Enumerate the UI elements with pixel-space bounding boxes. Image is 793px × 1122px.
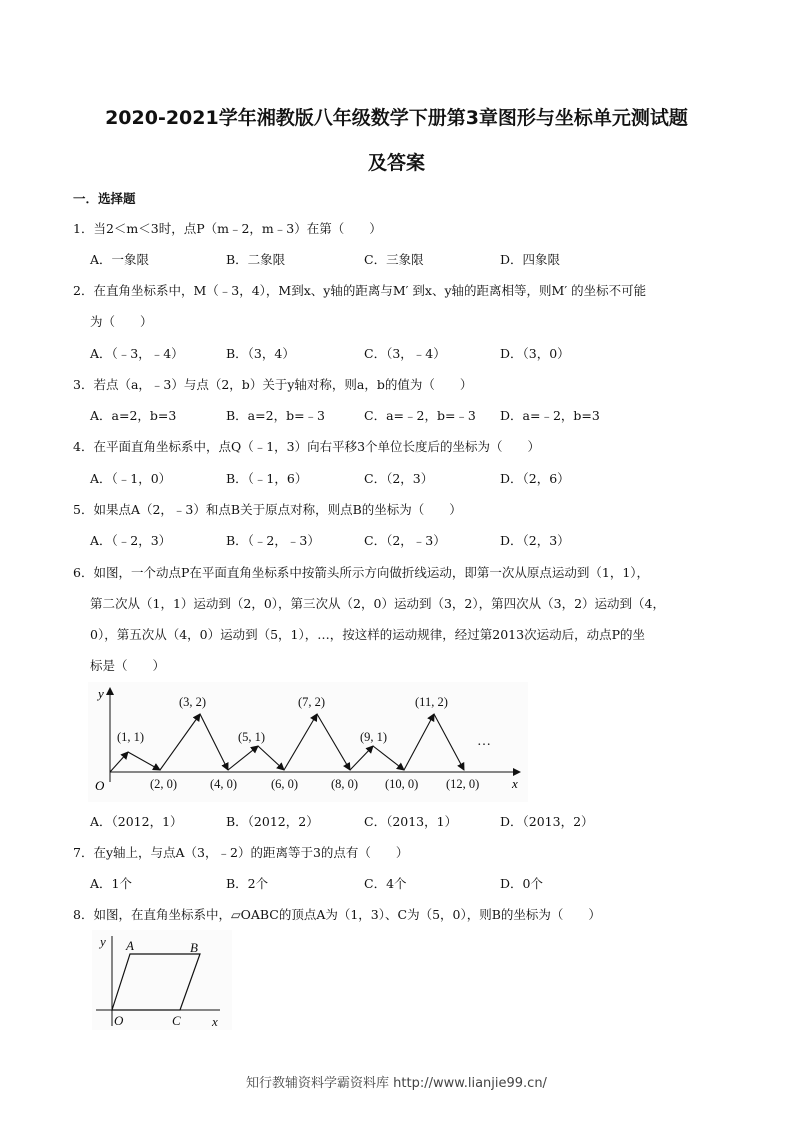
point-label-3-2: (3, 2)	[179, 695, 207, 709]
footer-watermark: 知行教辅资料学霸资料库 http://www.lianjie99.cn/	[246, 1076, 547, 1091]
q3-option-b: B．a=2，b=﹣3	[226, 408, 325, 423]
q7-option-c: C．4个	[364, 876, 407, 891]
point-label-9-1: (9, 1)	[360, 730, 388, 744]
figure-ellipsis: …	[477, 734, 491, 749]
q3-option-c: C．a=﹣2，b=﹣3	[364, 408, 476, 423]
point-label-2-0: (2, 0)	[150, 777, 178, 791]
q1-option-d: D．四象限	[500, 252, 561, 267]
x-axis-label: x	[212, 1014, 218, 1029]
vertex-b-label: B	[190, 940, 198, 955]
q2-option-d: D．（3，0）	[500, 346, 570, 361]
question-5-stem: 5．如果点A（2，﹣3）和点B关于原点对称，则点B的坐标为（ ）	[73, 502, 462, 517]
x-axis-label: x	[512, 776, 518, 791]
vertex-o-label: O	[114, 1013, 124, 1028]
point-label-10-0: (10, 0)	[385, 777, 419, 791]
page-title: 2020-2021学年湘教版八年级数学下册第3章图形与坐标单元测试题	[105, 107, 688, 129]
q4-option-b: B．（﹣1，6）	[226, 471, 308, 486]
q7-option-b: B．2个	[226, 876, 269, 891]
question-3-stem: 3．若点（a，﹣3）与点（2，b）关于y轴对称，则a，b的值为（ ）	[73, 377, 473, 392]
origin-label: O	[95, 778, 105, 793]
q6-option-d: D．（2013，2）	[500, 814, 594, 829]
page-title-line2: 及答案	[367, 152, 425, 174]
point-label-8-0: (8, 0)	[331, 777, 359, 791]
point-label-1-1: (1, 1)	[117, 730, 145, 744]
q2-option-c: C．（3，﹣4）	[364, 346, 446, 361]
q4-option-a: A．（﹣1，0）	[90, 471, 172, 486]
point-label-7-2: (7, 2)	[298, 695, 326, 709]
y-axis-label: y	[98, 686, 104, 701]
question-6-line1: 6．如图，一个动点P在平面直角坐标系中按箭头所示方向做折线运动，即第一次从原点运动到（1，1），	[73, 565, 650, 580]
zigzag-coordinate-figure	[88, 682, 528, 802]
question-2-stem: 2．在直角坐标系中，M（﹣3，4），M到x、y轴的距离与M′ 到x、y轴的距离相等，则M′ 的坐标不可能	[73, 283, 647, 298]
point-label-6-0: (6, 0)	[271, 777, 299, 791]
section-heading: 一．选择题	[73, 191, 136, 206]
question-6-line3: 0），第五次从（4，0）运动到（5，1），…，按这样的运动规律，经过第2013次运动后，动点P的坐	[90, 627, 645, 642]
question-6-line4: 标是（ ）	[90, 658, 166, 673]
q5-option-d: D．（2，3）	[500, 533, 570, 548]
point-label-12-0: (12, 0)	[446, 777, 480, 791]
q3-option-d: D．a=﹣2，b=3	[500, 408, 600, 423]
question-8-stem: 8．如图，在直角坐标系中，▱OABC的顶点A为（1，3）、C为（5，0），则B的坐标为（ ）	[73, 907, 601, 922]
q7-option-d: D．0个	[500, 876, 543, 891]
q6-option-a: A．（2012，1）	[90, 814, 183, 829]
vertex-a-label: A	[126, 938, 134, 953]
q3-option-a: A．a=2，b=3	[90, 408, 177, 423]
vertex-c-label: C	[172, 1013, 181, 1028]
q6-option-b: B．（2012，2）	[226, 814, 319, 829]
point-label-4-0: (4, 0)	[210, 777, 238, 791]
q2-option-a: A．（﹣3，﹣4）	[90, 346, 184, 361]
q7-option-a: A．1个	[90, 876, 132, 891]
question-1-stem: 1．当2＜m＜3时，点P（m﹣2，m﹣3）在第（ ）	[73, 221, 382, 236]
question-7-stem: 7．在y轴上，与点A（3，﹣2）的距离等于3的点有（ ）	[73, 845, 409, 860]
q4-option-c: C．（2，3）	[364, 471, 434, 486]
q5-option-c: C．（2，﹣3）	[364, 533, 446, 548]
q5-option-b: B．（﹣2，﹣3）	[226, 533, 320, 548]
figure-background	[92, 930, 232, 1030]
point-label-5-1: (5, 1)	[238, 730, 266, 744]
question-6-line2: 第二次从（1，1）运动到（2，0），第三次从（2，0）运动到（3，2），第四次从（3，2）运动到（4，	[90, 596, 665, 611]
question-2-stem-cont: 为（ ）	[90, 314, 153, 329]
q1-option-b: B．二象限	[226, 252, 286, 267]
y-axis-label: y	[100, 934, 106, 949]
q6-option-c: C．（2013，1）	[364, 814, 458, 829]
q2-option-b: B．（3，4）	[226, 346, 295, 361]
question-4-stem: 4．在平面直角坐标系中，点Q（﹣1，3）向右平移3个单位长度后的坐标为（ ）	[73, 439, 541, 454]
point-label-11-2: (11, 2)	[415, 695, 448, 709]
q1-option-c: C．三象限	[364, 252, 424, 267]
q4-option-d: D．（2，6）	[500, 471, 570, 486]
q5-option-a: A．（﹣2，3）	[90, 533, 172, 548]
q1-option-a: A．一象限	[90, 252, 150, 267]
parallelogram-figure	[92, 930, 232, 1030]
